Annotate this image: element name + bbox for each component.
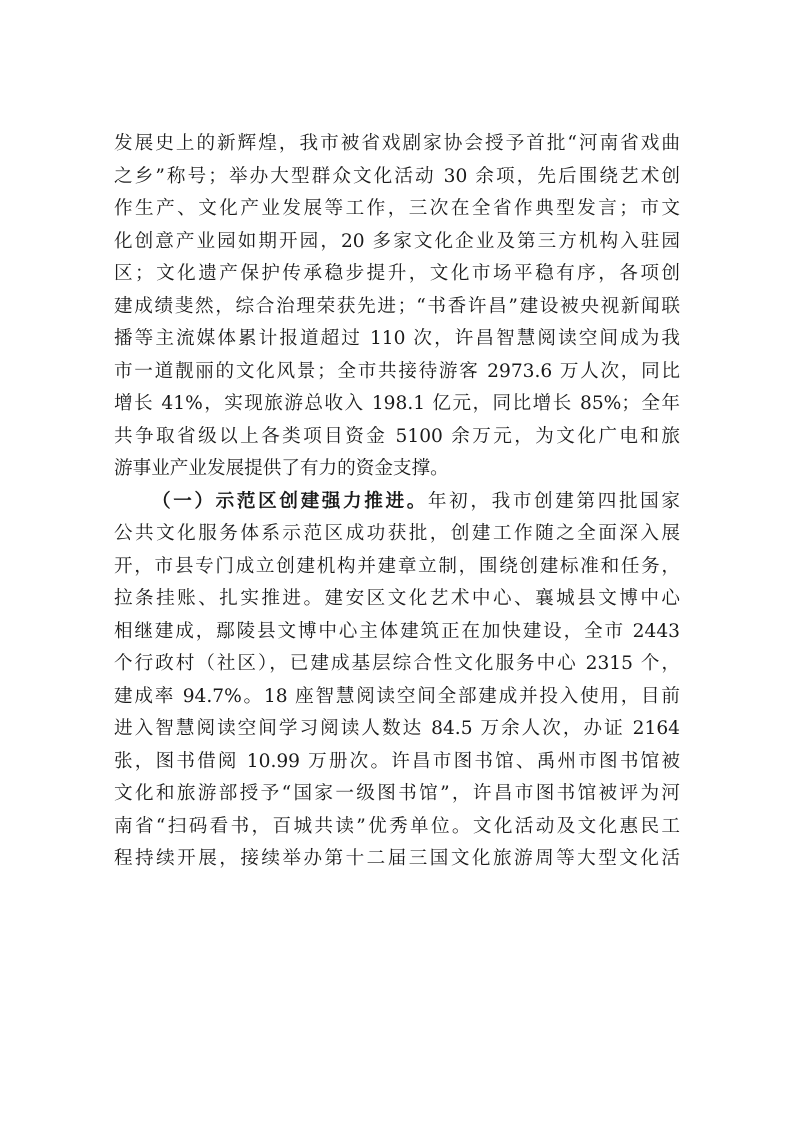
paragraph-section-1 <box>114 486 680 876</box>
text-line: 进入智慧阅读空间学习阅读人数达 84.5 万余人次，办证 2164 <box>114 718 680 739</box>
section-heading: （一）示范区创建强力推进。 <box>152 490 428 512</box>
section-first-line <box>114 486 680 519</box>
text-line: 游事业产业发展提供了有力的资金支撑。 <box>114 458 449 479</box>
text-line: 之乡”称号；举办大型群众文化活动 30 余项，先后围绕艺术创 <box>114 165 680 187</box>
text-line: 程持续开展，接续举办第十二届三国文化旅游周等大型文化活 <box>114 848 680 869</box>
text-line: 建成绩斐然，综合治理荣获先进；“书香许昌”建设被央视新闻联 <box>114 295 680 317</box>
text-line: 市一道靓丽的文化风景；全市共接待游客 2973.6 万人次，同比 <box>114 360 680 382</box>
section-first-line-text: 年初，我市创建第四批国家 <box>427 490 680 512</box>
paragraph-intro-continued <box>114 128 680 486</box>
text-line: 化创意产业园如期开园，20 多家文化企业及第三方机构入驻园 <box>114 230 680 252</box>
text-line: 个行政村（社区），已建成基层综合性文化服务中心 2315 个， <box>114 653 680 674</box>
text-line: 南省“扫码看书，百城共读”优秀单位。文化活动及文化惠民工 <box>114 815 680 837</box>
text-line: 作生产、文化产业发展等工作，三次在全省作典型发言；市文 <box>114 198 680 219</box>
text-line: 张，图书借阅 10.99 万册次。许昌市图书馆、禹州市图书馆被 <box>114 750 680 772</box>
text-line: 区；文化遗产保护传承稳步提升，文化市场平稳有序，各项创 <box>114 263 680 284</box>
text-line: 共争取省级以上各类项目资金 5100 余万元，为文化广电和旅 <box>114 425 680 447</box>
text-line: 开，市县专门成立创建机构并建章立制，围绕创建标准和任务， <box>114 555 680 577</box>
text-line: 建成率 94.7%。18 座智慧阅读空间全部建成并投入使用，目前 <box>114 685 680 707</box>
text-line: 相继建成，鄢陵县文博中心主体建筑正在加快建设，全市 2443 <box>114 620 680 642</box>
text-line: 播等主流媒体累计报道超过 110 次，许昌智慧阅读空间成为我 <box>114 328 680 349</box>
text-line: 增长 41%，实现旅游总收入 198.1 亿元，同比增长 85%；全年 <box>114 393 680 414</box>
body-text <box>114 128 680 876</box>
text-line: 发展史上的新辉煌，我市被省戏剧家协会授予首批“河南省戏曲 <box>114 133 680 154</box>
text-line: 公共文化服务体系示范区成功获批，创建工作随之全面深入展 <box>114 523 680 544</box>
text-line: 拉条挂账、扎实推进。建安区文化艺术中心、襄城县文博中心 <box>114 588 680 609</box>
text-line: 文化和旅游部授予“国家一级图书馆”，许昌市图书馆被评为河 <box>114 783 680 804</box>
